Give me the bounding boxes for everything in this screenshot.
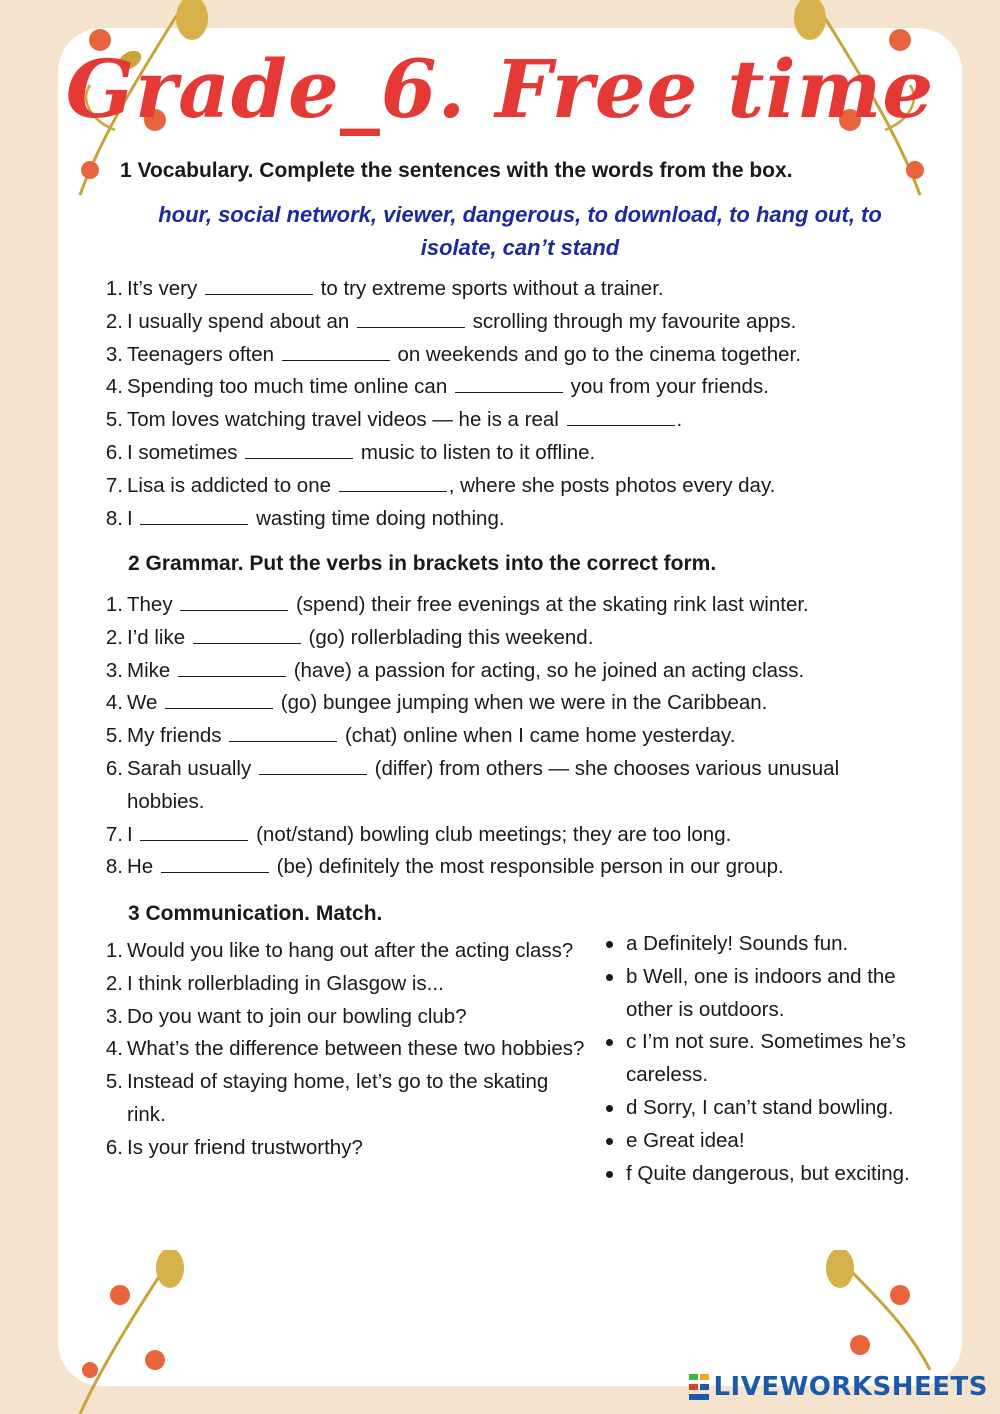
blank-field[interactable] <box>140 822 248 841</box>
blank-field[interactable] <box>567 407 675 426</box>
list-item: 3. Mike (have) a passion for acting, so he joined an acting class. <box>105 658 805 682</box>
word-box: hour, social network, viewer, dangerous, to download, to hang out, to isolate, can’t stand <box>158 202 882 260</box>
list-item: 8. I wasting time doing nothing. <box>105 506 505 530</box>
blank-field[interactable] <box>282 342 390 361</box>
floral-decoration-bottom-right <box>800 1250 950 1370</box>
blank-field[interactable] <box>140 506 248 525</box>
list-item: 6. Sarah usually (differ) from others — she chooses various unusual hobbies. <box>105 756 840 813</box>
list-item: 2. I think rollerblading in Glasgow is... <box>105 971 444 995</box>
answer-item: a Definitely! Sounds fun. <box>604 928 934 961</box>
answers-list <box>604 928 934 1190</box>
list-item: 2. I usually spend about an scrolling through my favourite apps. <box>105 309 797 333</box>
answer-item: d Sorry, I can’t stand bowling. <box>604 1092 934 1125</box>
blank-field[interactable] <box>205 276 313 295</box>
list-item: 6. I sometimes music to listen to it offline. <box>105 440 596 464</box>
list-item: 5. Tom loves watching travel videos — he is a real . <box>105 408 683 432</box>
list-item: 7. Lisa is addicted to one , where she posts photos every day. <box>105 473 776 497</box>
list-item: 5. My friends (chat) online when I came home yesterday. <box>105 724 736 748</box>
list-item: 2. I’d like (go) rollerblading this weekend. <box>105 625 594 649</box>
blank-field[interactable] <box>455 374 563 393</box>
blank-field[interactable] <box>259 756 367 775</box>
liveworksheets-logo[interactable]: LIVEWORKSHEETS <box>689 1372 988 1402</box>
blank-field[interactable] <box>178 658 286 677</box>
liveworksheets-logo-icon <box>689 1374 709 1400</box>
grammar-heading: 2 Grammar. Put the verbs in brackets into the correct form. <box>128 552 717 575</box>
list-item: 4. What’s the difference between these two hobbies? <box>105 1037 585 1061</box>
page-title: Grade_6. Free time <box>65 42 935 136</box>
list-item: 1. It’s very to try extreme sports without a trainer. <box>105 277 664 300</box>
answer-item: e Great idea! <box>604 1125 934 1158</box>
list-item: 4. Spending too much time online can you from your friends. <box>105 375 769 399</box>
grammar-list <box>107 589 937 884</box>
list-item: 1. Would you like to hang out after the acting class? <box>105 939 574 962</box>
answer-item: b Well, one is indoors and the other is outdoors. <box>604 961 934 1027</box>
blank-field[interactable] <box>229 723 337 742</box>
blank-field[interactable] <box>165 690 273 709</box>
blank-field[interactable] <box>357 309 465 328</box>
list-item: 3. Do you want to join our bowling club? <box>105 1004 467 1028</box>
list-item: 7. I (not/stand) bowling club meetings; they are too long. <box>105 822 732 846</box>
list-item: 8. He (be) definitely the most responsible person in our group. <box>105 855 784 879</box>
answer-item: c I’m not sure. Sometimes he’s careless. <box>604 1026 934 1092</box>
list-item: 3. Teenagers often on weekends and go to the cinema together. <box>105 342 801 366</box>
blank-field[interactable] <box>245 440 353 459</box>
communication-heading: 3 Communication. Match. <box>128 902 383 925</box>
questions-list <box>107 935 587 1165</box>
list-item: 5. Instead of staying home, let’s go to the skating rink. <box>105 1070 549 1126</box>
list-item: 6. Is your friend trustworthy? <box>105 1135 363 1159</box>
vocabulary-heading: 1 Vocabulary. Complete the sentences with the words from the box. <box>120 159 793 182</box>
answer-item: f Quite dangerous, but exciting. <box>604 1158 934 1191</box>
list-item: 4. We (go) bungee jumping when we were in the Caribbean. <box>105 691 768 715</box>
vocabulary-list <box>107 273 937 535</box>
floral-decoration-bottom-left <box>60 1250 210 1414</box>
blank-field[interactable] <box>193 625 301 644</box>
blank-field[interactable] <box>161 854 269 873</box>
list-item: 1. They (spend) their free evenings at the skating rink last winter. <box>105 593 809 616</box>
blank-field[interactable] <box>180 592 288 611</box>
blank-field[interactable] <box>339 473 447 492</box>
